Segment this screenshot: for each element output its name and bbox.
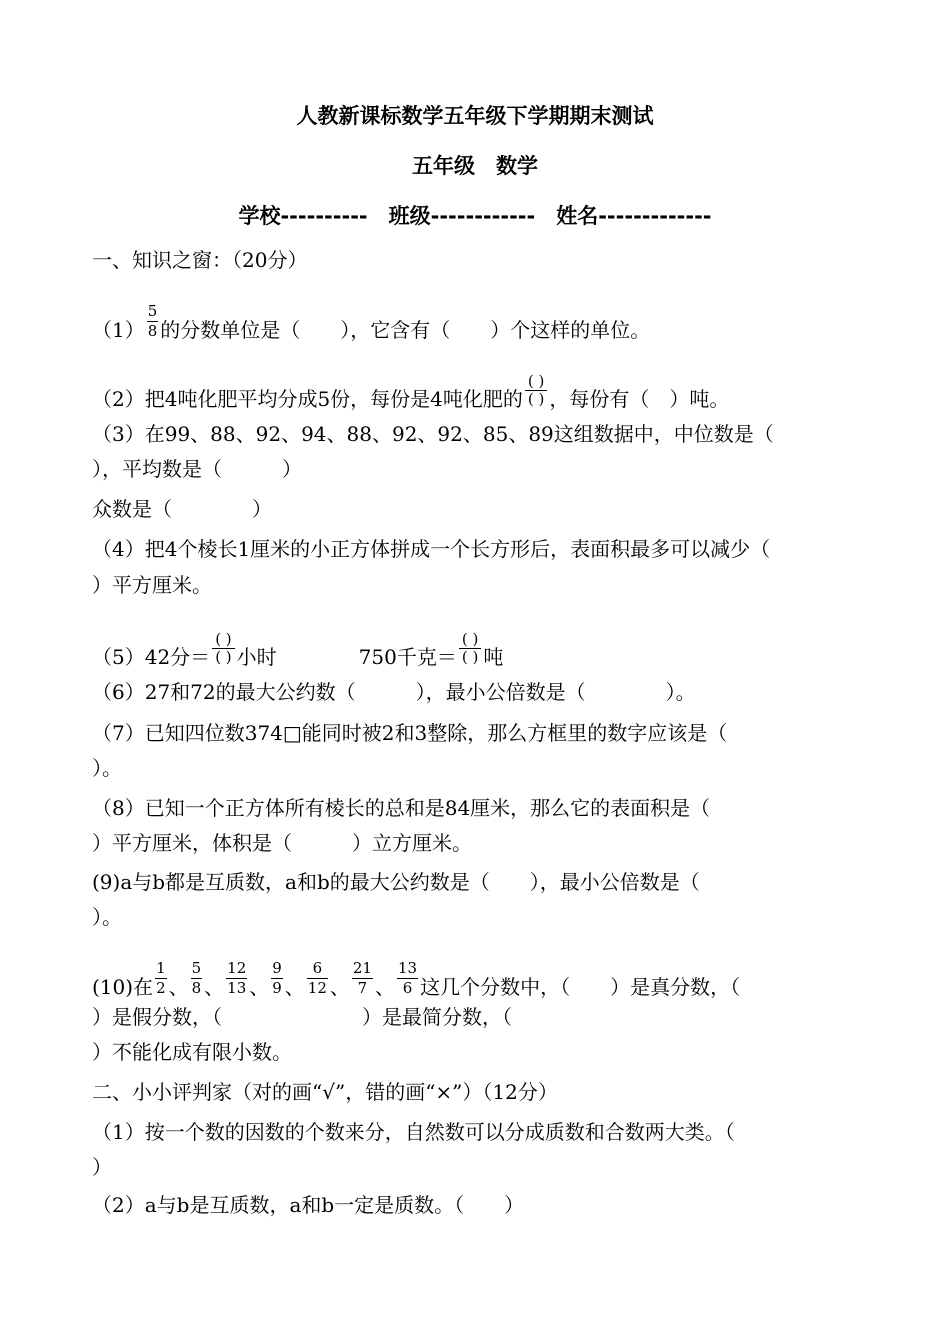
question-1-7-line2: ）。 [92,756,122,780]
question-1-1 [92,302,651,350]
q10-fraction-denominator: 13 [227,979,247,997]
question-2-1-line1: （1）按一个数的因数的个数来分，自然数可以分成质数和合数两大类。（ [92,1120,735,1144]
q10-fraction-denominator: 7 [357,979,368,997]
question-1-4-line2: ）平方厘米。 [92,573,212,597]
question-2-2: （2）a与b是互质数，a和b一定是质数。（ ） [92,1193,525,1217]
q10-fraction [352,960,373,997]
q1-prefix: （1） [92,318,145,342]
question-1-8-line1: （8）已知一个正方体所有棱长的总和是84厘米，那么它的表面积是（ [92,796,711,820]
q10-fraction-denominator: 6 [402,979,413,997]
q10-fraction [397,960,418,997]
q5-a-numerator: ( ) [215,630,232,648]
q5-a-text: （5）42分＝ [92,645,211,669]
section-1-heading: 一、知识之窗：（20分） [92,248,308,272]
q10-fraction-numerator: 12 [227,959,247,977]
q1-fraction-denominator: 8 [147,322,158,340]
student-info-line: 学校---------- 班级------------ 姓名------------- [238,204,712,228]
q10-fraction-numerator: 6 [312,959,323,977]
q10-fraction-denominator: 12 [307,979,327,997]
q5-b-denominator: ( ) [461,648,479,666]
q10-fraction-denominator: 8 [191,979,202,997]
question-1-8-line2: ）平方厘米，体积是（ ）立方厘米。 [92,831,472,855]
question-1-7-line1: （7）已知四位数374□能同时被2和3整除，那么方框里的数字应该是（ [92,721,728,745]
page-subtitle: 五年级 数学 [412,154,538,178]
q2-fraction-numerator: ( ) [527,372,545,390]
q10-fraction [226,960,247,997]
q10-separator: 、 [284,975,305,999]
question-1-3-line1: （3）在99、88、92、94、88、92、92、85、89这组数据中，中位数是（ [92,422,774,446]
q10-fraction-numerator: 13 [397,959,418,977]
question-1-6: （6）27和72的最大公约数（ ），最小公倍数是（ ）。 [92,680,696,704]
question-1-10-line2: ）是假分数，（ ）是最简分数，（ [92,1005,512,1029]
q2-fraction-denominator: ( ) [527,390,545,408]
q10-fraction-denominator: 2 [156,979,166,997]
question-1-10-line1 [92,959,741,1007]
question-1-9-line1: (9)a与b都是互质数，a和b的最大公约数是（ ），最小公倍数是（ [92,870,700,894]
q5-b-unit: 吨 [483,645,504,669]
q10-fraction [155,960,167,997]
q1-fraction [147,303,159,340]
q2-text-b: ，每份有（ ）吨。 [549,387,730,411]
q10-fraction-numerator: 9 [272,959,282,977]
q10-fraction-numerator: 21 [352,959,372,977]
page-title: 人教新课标数学五年级下学期期末测试 [296,104,654,128]
q5-b-text: 750千克＝ [358,645,457,669]
section-2-heading: 二、小小评判家（对的画“√”，错的画“×”）（12分） [92,1080,558,1104]
question-1-4-line1: （4）把4个棱长1厘米的小正方体拼成一个长方形后，表面积最多可以减少（ [92,537,771,561]
q10-separator: 、 [249,975,270,999]
question-1-5 [92,630,504,676]
q5-a-blank-fraction [212,631,234,666]
q1-fraction-numerator: 5 [147,302,158,320]
q2-blank-fraction [525,373,547,408]
q10-separator: 、 [374,975,395,999]
q10-fraction-numerator: 1 [156,959,166,977]
question-1-3-line3: 众数是（ ） [92,497,272,521]
q10-fraction [191,960,203,997]
q10-fraction [271,960,283,997]
q2-text-a: （2）把4吨化肥平均分成5份，每份是4吨化肥的 [92,387,523,411]
question-1-9-line2: ）。 [92,905,122,929]
question-1-2 [92,372,730,418]
q5-b-blank-fraction [459,631,481,666]
q10-fraction [307,960,328,997]
q10-prefix: (10)在 [92,975,154,999]
q10-separator: 、 [204,975,225,999]
question-1-3-line2: ），平均数是（ ） [92,457,302,481]
q5-b-numerator: ( ) [461,630,479,648]
q1-text: 的分数单位是（ ），它含有（ ）个这样的单位。 [160,318,651,342]
q10-line1-rest: 这几个分数中，（ ）是真分数，（ [420,975,741,999]
q5-a-denominator: ( ) [215,648,232,666]
q5-a-unit: 小时 [236,645,277,669]
q10-separator: 、 [329,975,350,999]
q10-fraction-denominator: 9 [272,979,282,997]
q10-separator: 、 [168,975,189,999]
question-1-10-line3: ）不能化成有限小数。 [92,1040,292,1064]
question-2-1-line2: ） [92,1155,112,1179]
q10-fraction-numerator: 5 [191,959,202,977]
